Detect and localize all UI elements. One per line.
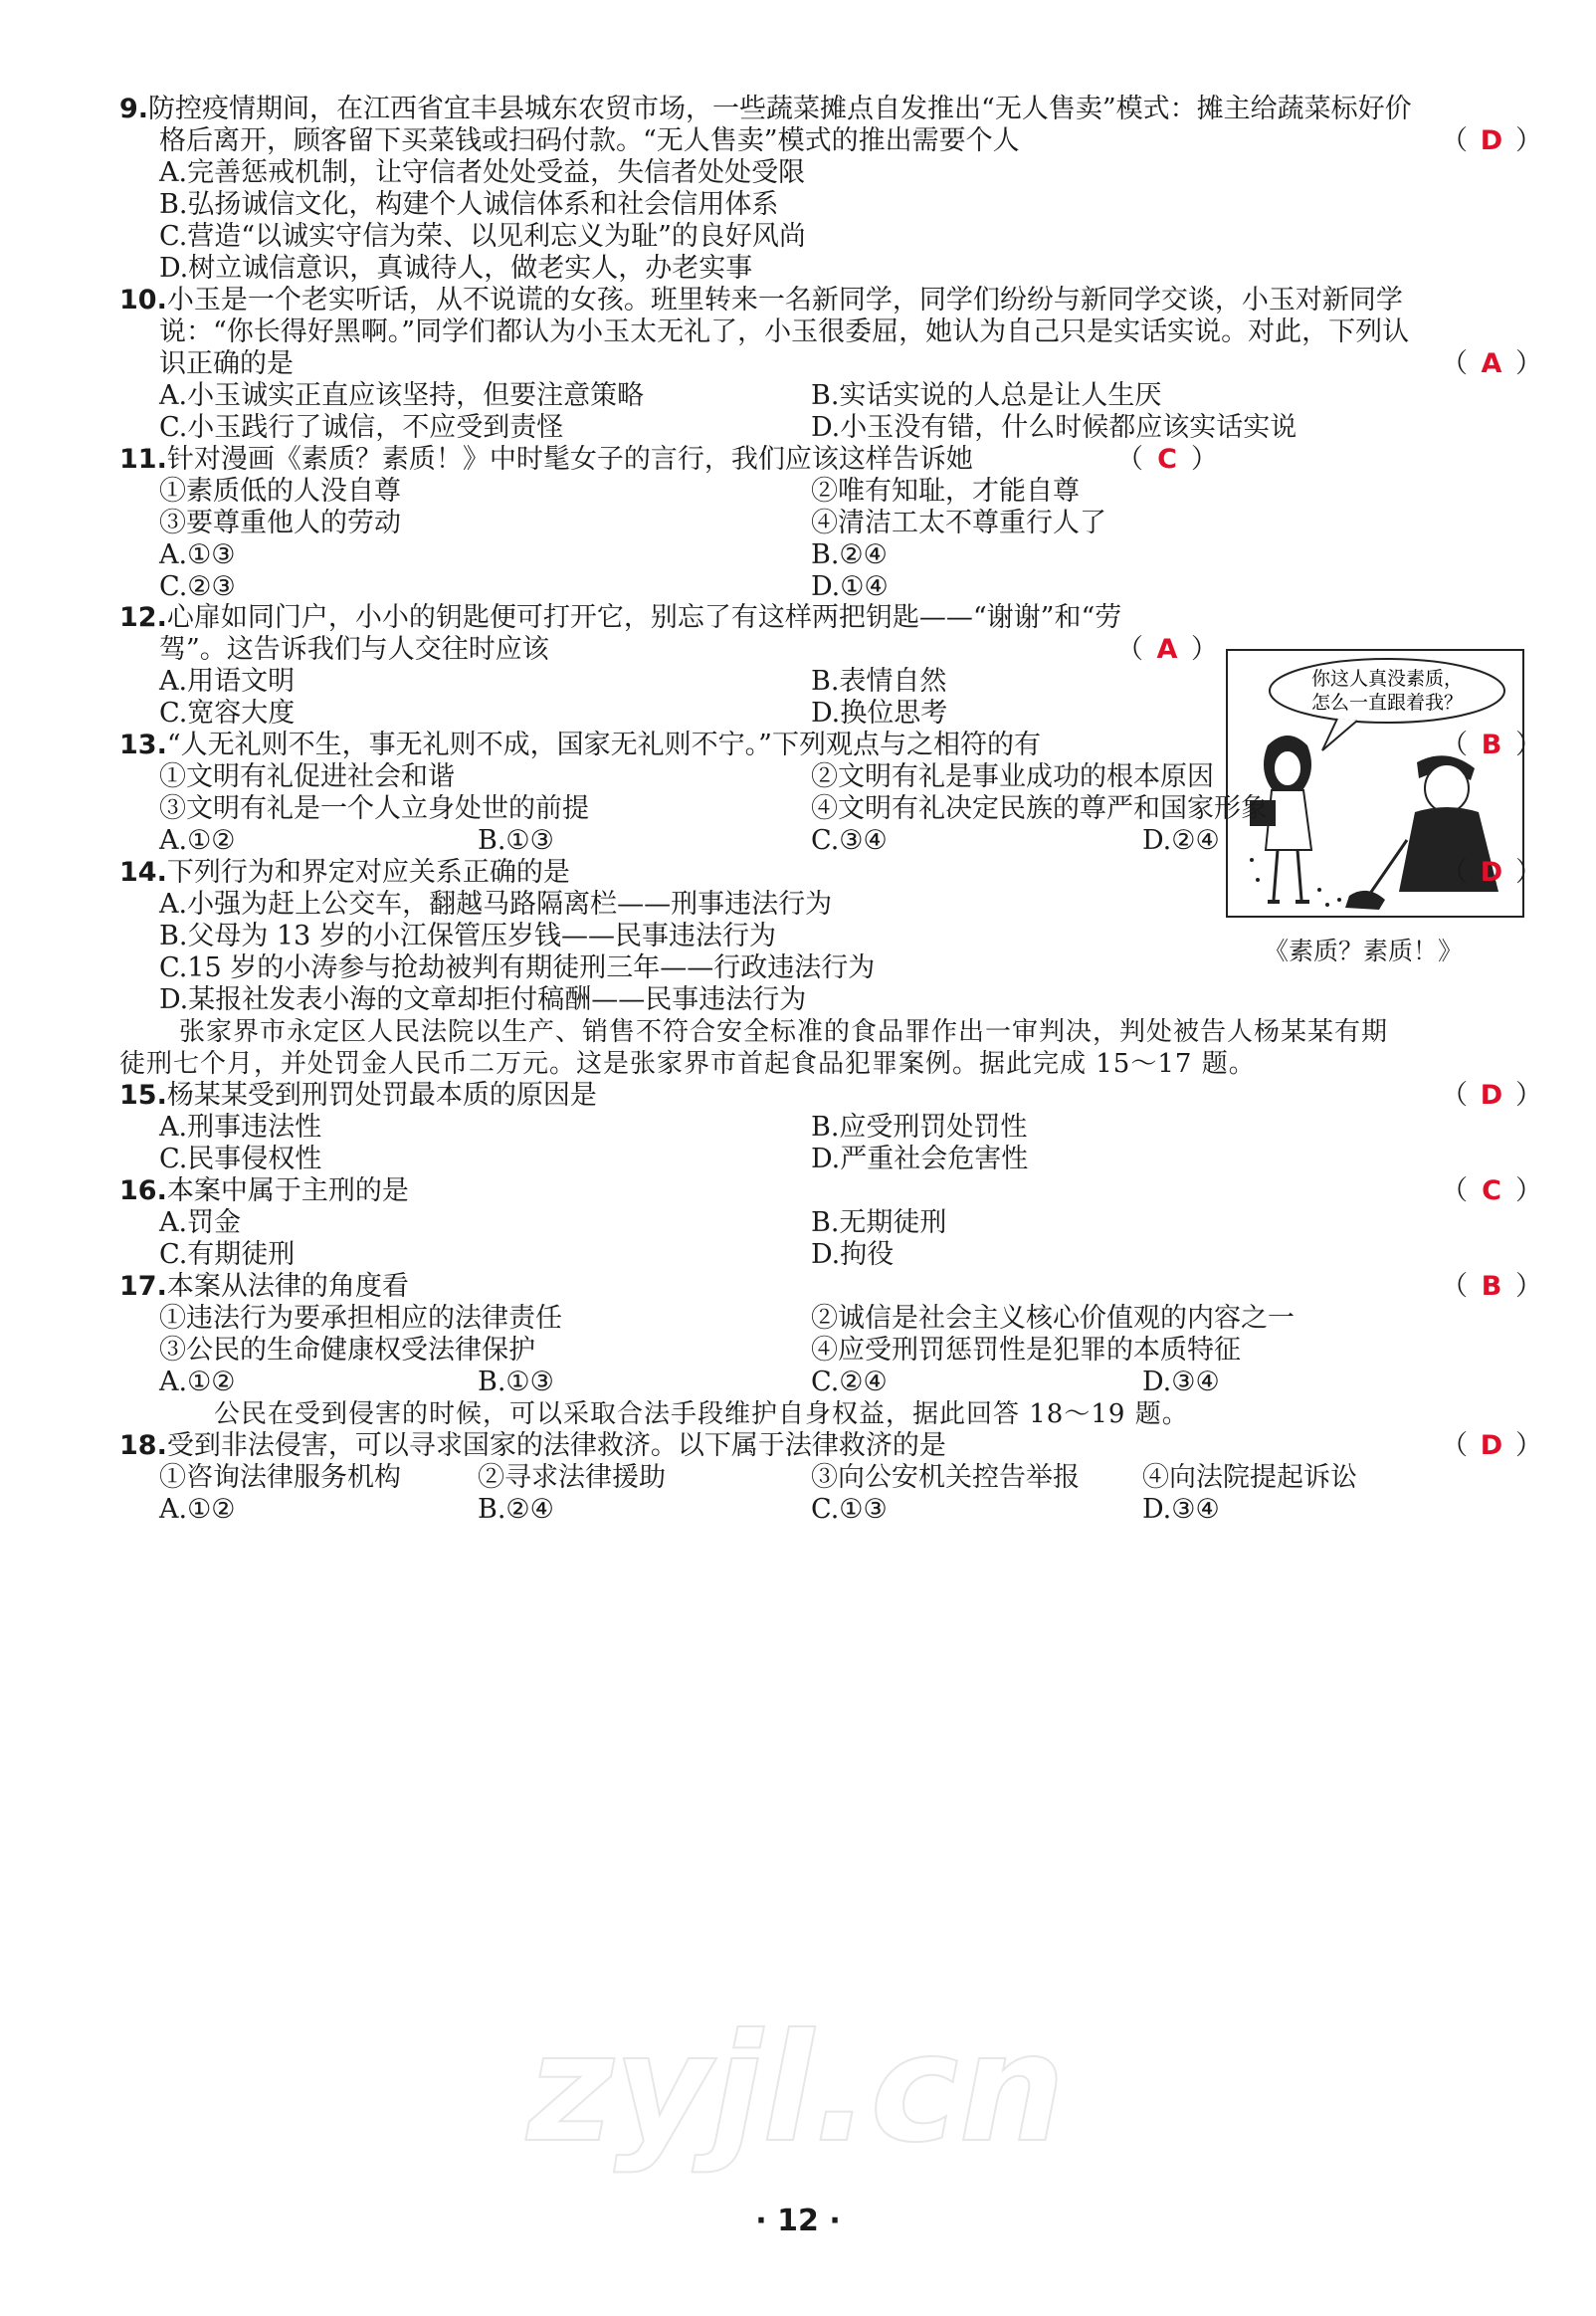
q12-option-b: B.表情自然: [811, 666, 947, 697]
q11-option-b: B.②④: [811, 539, 888, 570]
q16-option-b: B.无期徒刑: [811, 1207, 947, 1238]
q9-option-d: D.树立诚信意识，真诚待人，做老实人，办老实事: [159, 253, 753, 284]
q17-option-b: B.①③: [478, 1367, 554, 1397]
q13-option-c: C.③④: [811, 825, 888, 856]
q13-option-b: B.①③: [478, 825, 554, 856]
q11-number: 11.: [119, 444, 167, 475]
material-2-line1: 公民在受到侵害的时候，可以采取合法手段维护自身权益，据此回答 18～19 题。: [214, 1399, 1189, 1429]
q9-answer-box: （ D ）: [1441, 123, 1542, 159]
q9-number: 9.: [119, 94, 149, 124]
q13-stem-line1: 13.“人无礼则不生，事无礼则不成，国家无礼则不宁。”下列观点与之相符的有: [119, 730, 1041, 760]
q13-option-d: D.②④: [1142, 825, 1220, 856]
page-number: · 12 ·: [755, 2204, 841, 2238]
q17-item-1: ①违法行为要承担相应的法律责任: [159, 1303, 562, 1334]
q14-answer: D: [1480, 857, 1503, 888]
q13-item-3: ③文明有礼是一个人立身处世的前提: [159, 793, 589, 824]
q17-option-a: A.①②: [159, 1367, 236, 1397]
q12-option-a: A.用语文明: [159, 666, 296, 697]
q16-option-d: D.拘役: [811, 1239, 895, 1270]
q14-option-a: A.小强为赶上公交车，翻越马路隔离栏——刑事违法行为: [159, 889, 833, 920]
q11-option-d: D.①④: [811, 571, 889, 602]
q12-stem-line1: 12.心扉如同门户，小小的钥匙便可打开它，别忘了有这样两把钥匙——“谢谢”和“劳: [119, 602, 1122, 633]
material-1-line2: 徒刑七个月，并处罚金人民币二万元。这是张家界市首起食品犯罪案例。据此完成 15～17 题。: [119, 1049, 1256, 1079]
q17-item-4: ④应受刑罚惩罚性是犯罪的本质特征: [811, 1335, 1241, 1366]
q15-answer: D: [1480, 1080, 1503, 1111]
q13-item-2: ②文明有礼是事业成功的根本原因: [811, 761, 1214, 792]
q11-item-4: ④清洁工太不尊重行人了: [811, 508, 1106, 538]
q10-stem-line2: 说：“你长得好黑啊。”同学们都认为小玉太无礼了，小玉很委屈，她认为自己只是实话实说。对此，下列认: [159, 316, 1410, 347]
q12-option-d: D.换位思考: [811, 698, 948, 729]
q13-item-1: ①文明有礼促进社会和谐: [159, 761, 455, 792]
q16-option-a: A.罚金: [159, 1207, 242, 1238]
q17-item-2: ②诚信是社会主义核心价值观的内容之一: [811, 1303, 1295, 1334]
q10-option-a: A.小玉诚实正直应该坚持，但要注意策略: [159, 380, 645, 411]
q17-answer: B: [1481, 1271, 1502, 1302]
q12-number: 12.: [119, 602, 167, 633]
q18-answer-box: （ D ）: [1441, 1428, 1542, 1464]
q13-option-a: A.①②: [159, 825, 236, 856]
q18-stem-line1: 18.受到非法侵害，可以寻求国家的法律救济。以下属于法律救济的是: [119, 1430, 946, 1461]
q16-answer-box: （ C ）: [1441, 1173, 1542, 1209]
q14-option-b: B.父母为 13 岁的小江保管压岁钱——民事违法行为: [159, 921, 776, 951]
q9-option-c: C.营造“以诚实守信为荣、以见利忘义为耻”的良好风尚: [159, 221, 806, 252]
q13-item-4: ④文明有礼决定民族的尊严和国家形象: [811, 793, 1268, 824]
q13-answer: B: [1481, 730, 1502, 760]
q17-option-d: D.③④: [1142, 1367, 1220, 1397]
q10-number: 10.: [119, 285, 167, 316]
q11-item-3: ③要尊重他人的劳动: [159, 508, 401, 538]
q15-stem-line1: 15.杨某某受到刑罚处罚最本质的原因是: [119, 1080, 597, 1111]
q12-answer: A: [1156, 634, 1178, 665]
q9-option-a: A.完善惩戒机制，让守信者处处受益，失信者处处受限: [159, 157, 806, 188]
svg-text:zyjl.cn: zyjl.cn: [526, 2002, 1066, 2176]
q15-option-b: B.应受刑罚处罚性: [811, 1112, 1028, 1143]
q12-option-c: C.宽容大度: [159, 698, 296, 729]
q13-answer-box: （ B ）: [1441, 728, 1542, 763]
q10-answer-box: （ A ）: [1441, 346, 1542, 382]
q11-item-2: ②唯有知耻，才能自尊: [811, 476, 1080, 507]
q10-option-c: C.小玉践行了诚信，不应受到责怪: [159, 412, 564, 443]
q14-stem-line1: 14.下列行为和界定对应关系正确的是: [119, 857, 570, 888]
q10-stem-line3: 识正确的是: [159, 348, 294, 379]
q18-option-b: B.②④: [478, 1494, 554, 1525]
speech-bubble-tail: [1322, 719, 1357, 750]
watermark-logo: [517, 2000, 1075, 2200]
q10-stem-line1: 10.小玉是一个老实听话，从不说谎的女孩。班里转来一名新同学，同学们纷纷与新同学交谈，小玉对新同学: [119, 285, 1403, 316]
q16-number: 16.: [119, 1175, 167, 1206]
q12-stem-line2: 驾”。这告诉我们与人交往时应该: [159, 634, 549, 665]
q18-item-4: ④向法院提起诉讼: [1142, 1462, 1357, 1493]
q15-number: 15.: [119, 1080, 167, 1111]
q17-item-3: ③公民的生命健康权受法律保护: [159, 1335, 535, 1366]
q17-option-c: C.②④: [811, 1367, 888, 1397]
q14-option-c: C.15 岁的小涛参与抢劫被判有期徒刑三年——行政违法行为: [159, 952, 876, 983]
q10-answer: A: [1481, 348, 1502, 379]
q10-option-b: B.实话实说的人总是让人生厌: [811, 380, 1162, 411]
q11-option-a: A.①③: [159, 539, 236, 570]
speech-text-2: 怎么一直跟着我？: [1310, 692, 1464, 714]
cartoon-caption: 《素质？素质！》: [1264, 937, 1464, 965]
q16-option-c: C.有期徒刑: [159, 1239, 296, 1270]
q14-answer-box: （ D ）: [1441, 855, 1542, 891]
q9-option-b: B.弘扬诚信文化，构建个人诚信体系和社会信用体系: [159, 189, 779, 220]
q14-option-d: D.某报社发表小海的文章却拒付稿酬——民事违法行为: [159, 984, 807, 1015]
q17-number: 17.: [119, 1271, 167, 1302]
q18-item-1: ①咨询法律服务机构: [159, 1462, 401, 1493]
q10-option-d: D.小玉没有错，什么时候都应该实话实说: [811, 412, 1297, 443]
q11-item-1: ①素质低的人没自尊: [159, 476, 401, 507]
q12-answer-box: （ A ）: [1116, 632, 1218, 668]
q11-stem-line1: 11.针对漫画《素质？素质！》中时髦女子的言行，我们应该这样告诉她: [119, 444, 973, 475]
q18-option-c: C.①③: [811, 1494, 888, 1525]
q16-answer: C: [1482, 1175, 1501, 1206]
q18-item-2: ②寻求法律援助: [478, 1462, 666, 1493]
q17-stem-line1: 17.本案从法律的角度看: [119, 1271, 409, 1302]
q15-option-c: C.民事侵权性: [159, 1144, 322, 1174]
q18-option-d: D.③④: [1142, 1494, 1220, 1525]
q15-answer-box: （ D ）: [1441, 1078, 1542, 1114]
q15-option-d: D.严重社会危害性: [811, 1144, 1029, 1174]
material-1-line1: 张家界市永定区人民法院以生产、销售不符合安全标准的食品罪作出一审判决，判处被告人杨某某有期: [179, 1017, 1389, 1047]
q18-answer: D: [1480, 1430, 1503, 1461]
q13-number: 13.: [119, 730, 167, 760]
q16-stem-line1: 16.本案中属于主刑的是: [119, 1175, 409, 1206]
q14-number: 14.: [119, 857, 167, 888]
q18-number: 18.: [119, 1430, 167, 1461]
q11-answer-box: （ C ）: [1116, 442, 1218, 478]
q11-answer: C: [1157, 444, 1177, 475]
q17-answer-box: （ B ）: [1441, 1269, 1542, 1305]
q9-answer: D: [1480, 125, 1503, 156]
q11-option-c: C.②③: [159, 571, 236, 602]
q18-option-a: A.①②: [159, 1494, 236, 1525]
q9-stem-line1: 9.防控疫情期间，在江西省宜丰县城东农贸市场，一些蔬菜摊点自发推出“无人售卖”模式：摊主给蔬菜标好价: [119, 94, 1412, 124]
q15-option-a: A.刑事违法性: [159, 1112, 322, 1143]
q18-item-3: ③向公安机关控告举报: [811, 1462, 1080, 1493]
q9-stem-line2: 格后离开，顾客留下买菜钱或扫码付款。“无人售卖”模式的推出需要个人: [159, 125, 1020, 156]
speech-text-1: 你这人真没素质，: [1310, 668, 1464, 690]
